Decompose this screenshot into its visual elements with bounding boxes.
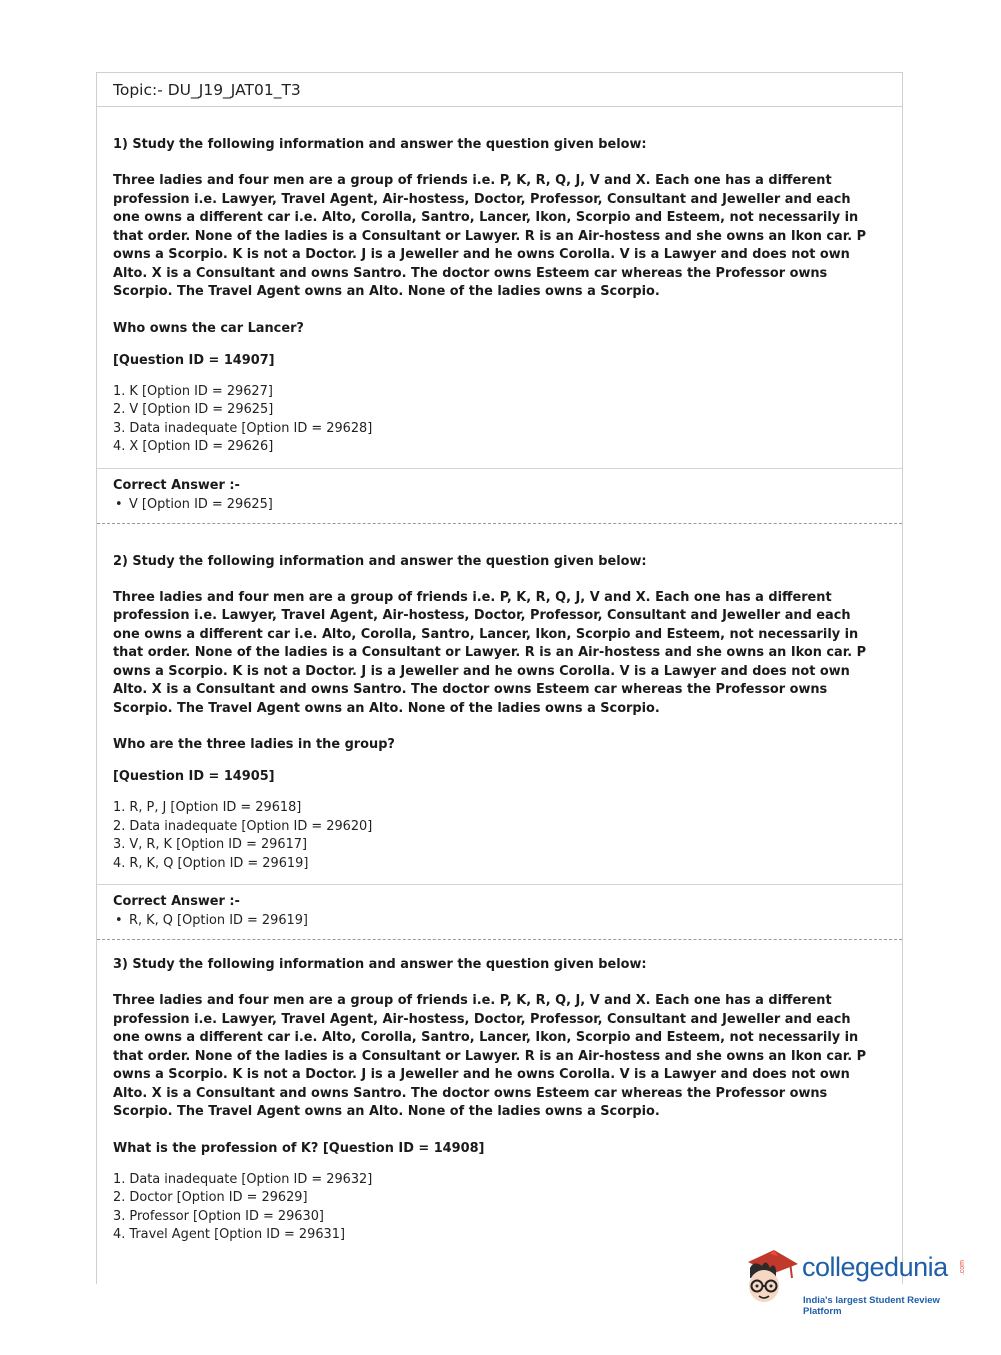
question-passage: Three ladies and four men are a group of friends i.e. P, K, R, Q, J, V and X. Each one has a different profession i.e. Lawyer, Travel Agent, Air-hostess, Doctor, Professor, Consultant and Jeweller and each one owns a different car i.e. Alto, Corolla, Santro, Lancer, Ikon, Scorpio and Esteem, not necessarily in that order. None of the ladies is a Consultant or Lawyer. R is an Air-hostess and she owns an Ikon car. P owns a Scorpio. K is not a Doctor. J is a Jeweller and he owns Corolla. V is a Lawyer and does not own Alto. X is a Consultant and owns Santro. The doctor owns Esteem car whereas the Professor owns Scorpio. The Travel Agent owns an Alto. None of the ladies owns a Scorpio. xyxy=(113,589,867,716)
answer-label: Correct Answer :- xyxy=(113,477,240,493)
question-3 xyxy=(97,940,902,1245)
bullet-icon: • xyxy=(115,496,123,512)
logo-suffix: .com xyxy=(959,1260,966,1276)
answer-value xyxy=(113,495,902,515)
question-title: 2) Study the following information and answer the question given below: xyxy=(113,553,647,569)
question-passage: Three ladies and four men are a group of friends i.e. P, K, R, Q, J, V and X. Each one has a different profession i.e. Lawyer, Travel Agent, Air-hostess, Doctor, Professor, Consultant and Jeweller and each one owns a different car i.e. Alto, Corolla, Santro, Lancer, Ikon, Scorpio and Esteem, not necessarily in that order. None of the ladies is a Consultant or Lawyer. R is an Air-hostess and she owns an Ikon car. P owns a Scorpio. K is not a Doctor. J is a Jeweller and he owns Corolla. V is a Lawyer and does not own Alto. X is a Consultant and owns Santro. The doctor owns Esteem car whereas the Professor owns Scorpio. The Travel Agent owns an Alto. None of the ladies owns a Scorpio. xyxy=(113,173,867,299)
question-text: What is the profession of K? [Question ID = 14908] xyxy=(113,1140,485,1156)
option-item: 4. Travel Agent [Option ID = 29631] xyxy=(113,1227,345,1242)
answer-text: R, K, Q [Option ID = 29619] xyxy=(129,913,308,928)
topic-header: Topic:- DU_J19_JAT01_T3 xyxy=(97,73,902,107)
option-item: 3. Data inadequate [Option ID = 29628] xyxy=(113,420,373,436)
question-1 xyxy=(97,107,902,457)
question-id: [Question ID = 14905] xyxy=(113,769,275,784)
question-passage: Three ladies and four men are a group of friends i.e. P, K, R, Q, J, V and X. Each one has a different profession i.e. Lawyer, Travel Agent, Air-hostess, Doctor, Professor, Consultant and Jeweller and each one owns a different car i.e. Alto, Corolla, Santro, Lancer, Ikon, Scorpio and Esteem, not necessarily in that order. None of the ladies is a Consultant or Lawyer. R is an Air-hostess and she owns an Ikon car. P owns a Scorpio. K is not a Doctor. J is a Jeweller and he owns Corolla. V is a Lawyer and does not own Alto. X is a Consultant and owns Santro. The doctor owns Esteem car whereas the Professor owns Scorpio. The Travel Agent owns an Alto. None of the ladies owns a Scorpio. xyxy=(113,993,867,1119)
answer-box-1 xyxy=(97,468,902,523)
logo-wordmark: collegedunia xyxy=(802,1252,948,1282)
option-list xyxy=(113,383,880,457)
option-item: 2. Data inadequate [Option ID = 29620] xyxy=(113,818,373,834)
answer-text: V [Option ID = 29625] xyxy=(129,496,273,512)
answer-label: Correct Answer :- xyxy=(113,894,240,909)
question-text: Who owns the car Lancer? xyxy=(113,320,304,336)
option-item: 2. V [Option ID = 29625] xyxy=(113,402,274,417)
question-text: Who are the three ladies in the group? xyxy=(113,737,395,752)
option-item: 3. Professor [Option ID = 29630] xyxy=(113,1208,324,1224)
option-item: 3. V, R, K [Option ID = 29617] xyxy=(113,837,308,852)
document-frame xyxy=(96,72,903,1284)
bullet-icon: • xyxy=(115,913,123,928)
collegedunia-logo xyxy=(740,1248,972,1317)
option-item: 1. Data inadequate [Option ID = 29632] xyxy=(113,1171,373,1187)
option-item: 1. K [Option ID = 29627] xyxy=(113,383,273,399)
option-item: 4. R, K, Q [Option ID = 29619] xyxy=(113,855,309,871)
option-item: 2. Doctor [Option ID = 29629] xyxy=(113,1190,308,1205)
question-title: 1) Study the following information and answer the question given below: xyxy=(113,137,647,152)
mascot-icon xyxy=(740,1248,802,1310)
option-list xyxy=(113,799,880,873)
question-id: [Question ID = 14907] xyxy=(113,352,275,368)
question-title: 3) Study the following information and answer the question given below: xyxy=(113,957,647,972)
option-item: 4. X [Option ID = 29626] xyxy=(113,439,274,454)
answer-value xyxy=(113,911,902,931)
answer-box-2 xyxy=(97,884,902,939)
question-2 xyxy=(97,524,902,874)
option-list xyxy=(113,1171,880,1245)
logo-tagline: India's largest Student Review Platform xyxy=(803,1295,940,1317)
option-item: 1. R, P, J [Option ID = 29618] xyxy=(113,800,302,815)
